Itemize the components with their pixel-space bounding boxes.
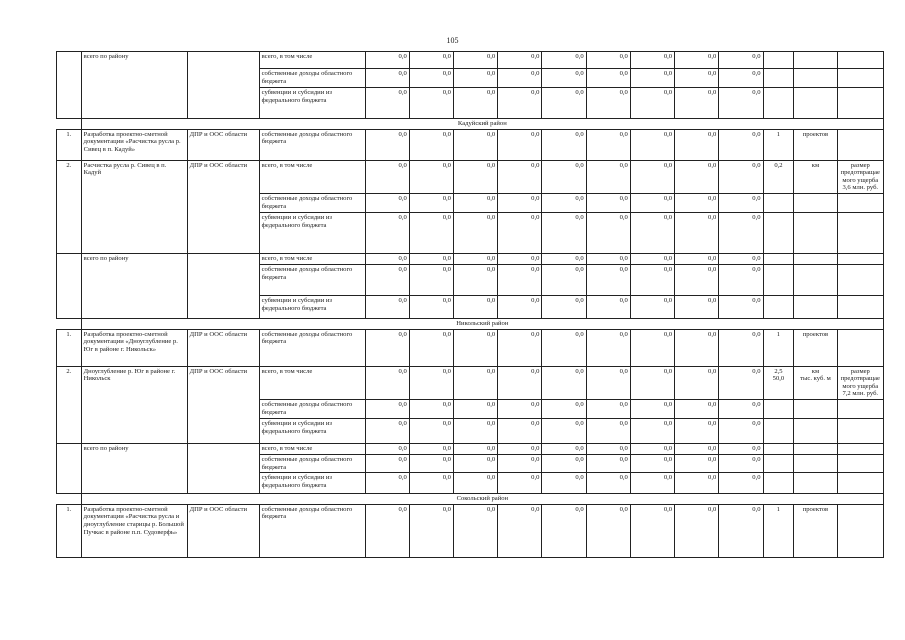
executor: ДПР и ООС области bbox=[187, 329, 259, 366]
value-cell: 0,0 bbox=[365, 129, 409, 160]
value-cell: 0,0 bbox=[453, 253, 497, 264]
indicator-count bbox=[763, 193, 794, 212]
indicator-count bbox=[763, 52, 794, 69]
funding-label: субвенции и субсидии из федерального бюджета bbox=[259, 473, 365, 494]
value-cell: 0,0 bbox=[453, 399, 497, 418]
value-cell: 0,0 bbox=[542, 88, 586, 119]
value-cell: 0,0 bbox=[365, 399, 409, 418]
value-cell: 0,0 bbox=[453, 193, 497, 212]
measure-name: Разработка проектно-сметной документации «Расчистка русла р. Сивец в п. Кадуй» bbox=[81, 129, 187, 160]
value-cell: 0,0 bbox=[675, 418, 719, 443]
value-cell: 0,0 bbox=[675, 253, 719, 264]
value-cell: 0,0 bbox=[409, 295, 453, 318]
table-row bbox=[57, 253, 884, 264]
value-cell: 0,0 bbox=[409, 160, 453, 193]
value-cell: 0,0 bbox=[498, 504, 542, 557]
indicator-count bbox=[763, 399, 794, 418]
indicator-unit bbox=[794, 88, 837, 119]
value-cell: 0,0 bbox=[586, 443, 630, 454]
value-cell: 0,0 bbox=[409, 129, 453, 160]
indicator-note bbox=[837, 212, 883, 253]
value-cell: 0,0 bbox=[586, 399, 630, 418]
indicator-unit: км bbox=[794, 160, 837, 193]
value-cell: 0,0 bbox=[675, 88, 719, 119]
value-cell: 0,0 bbox=[453, 212, 497, 253]
value-cell: 0,0 bbox=[542, 418, 586, 443]
funding-label: субвенции и субсидии из федерального бюджета bbox=[259, 212, 365, 253]
section-row bbox=[57, 494, 884, 505]
value-cell: 0,0 bbox=[365, 443, 409, 454]
indicator-note bbox=[837, 295, 883, 318]
value-cell: 0,0 bbox=[542, 473, 586, 494]
value-cell: 0,0 bbox=[365, 253, 409, 264]
row-number bbox=[57, 253, 82, 318]
measure-name: Разработка проектно-сметной документации «Дноуглубление р. Юг в районе г. Никольск» bbox=[81, 329, 187, 366]
value-cell: 0,0 bbox=[719, 160, 763, 193]
section-row bbox=[57, 318, 884, 329]
value-cell: 0,0 bbox=[542, 399, 586, 418]
value-cell: 0,0 bbox=[630, 443, 674, 454]
value-cell: 0,0 bbox=[542, 454, 586, 472]
value-cell: 0,0 bbox=[719, 212, 763, 253]
funding-label: всего, в том числе bbox=[259, 160, 365, 193]
value-cell: 0,0 bbox=[498, 366, 542, 399]
value-cell: 0,0 bbox=[453, 88, 497, 119]
table-row bbox=[57, 366, 884, 399]
value-cell: 0,0 bbox=[409, 88, 453, 119]
value-cell: 0,0 bbox=[675, 160, 719, 193]
table-row bbox=[57, 443, 884, 454]
value-cell: 0,0 bbox=[409, 212, 453, 253]
funding-label: собственные доходы областного бюджета bbox=[259, 329, 365, 366]
value-cell: 0,0 bbox=[498, 473, 542, 494]
row-number: 2. bbox=[57, 366, 82, 443]
value-cell: 0,0 bbox=[586, 295, 630, 318]
indicator-count bbox=[763, 253, 794, 264]
indicator-count bbox=[763, 212, 794, 253]
value-cell: 0,0 bbox=[453, 504, 497, 557]
indicator-unit bbox=[794, 212, 837, 253]
measure-name: Расчистка русла р. Сивец в п. Кадуй bbox=[81, 160, 187, 253]
indicator-count bbox=[763, 88, 794, 119]
value-cell: 0,0 bbox=[630, 454, 674, 472]
indicator-note: размер предотвращае мого ущерба 7,2 млн. руб. bbox=[837, 366, 883, 399]
table-row bbox=[57, 329, 884, 366]
value-cell: 0,0 bbox=[586, 88, 630, 119]
value-cell: 0,0 bbox=[453, 443, 497, 454]
value-cell: 0,0 bbox=[586, 52, 630, 69]
value-cell: 0,0 bbox=[586, 264, 630, 295]
value-cell: 0,0 bbox=[586, 160, 630, 193]
value-cell: 0,0 bbox=[498, 295, 542, 318]
value-cell: 0,0 bbox=[409, 454, 453, 472]
value-cell: 0,0 bbox=[409, 264, 453, 295]
value-cell: 0,0 bbox=[719, 399, 763, 418]
indicator-unit bbox=[794, 52, 837, 69]
value-cell: 0,0 bbox=[586, 212, 630, 253]
indicator-note bbox=[837, 399, 883, 418]
indicator-note bbox=[837, 329, 883, 366]
value-cell: 0,0 bbox=[365, 329, 409, 366]
funding-label: собственные доходы областного бюджета bbox=[259, 264, 365, 295]
value-cell: 0,0 bbox=[719, 454, 763, 472]
value-cell: 0,0 bbox=[630, 504, 674, 557]
value-cell: 0,0 bbox=[365, 88, 409, 119]
value-cell: 0,0 bbox=[409, 69, 453, 88]
indicator-note bbox=[837, 443, 883, 454]
indicator-count bbox=[763, 295, 794, 318]
value-cell: 0,0 bbox=[365, 264, 409, 295]
funding-label: всего, в том числе bbox=[259, 52, 365, 69]
indicator-unit: проектов bbox=[794, 329, 837, 366]
value-cell: 0,0 bbox=[365, 504, 409, 557]
value-cell: 0,0 bbox=[453, 473, 497, 494]
indicator-note bbox=[837, 193, 883, 212]
value-cell: 0,0 bbox=[719, 52, 763, 69]
value-cell: 0,0 bbox=[586, 366, 630, 399]
value-cell: 0,0 bbox=[719, 69, 763, 88]
value-cell: 0,0 bbox=[365, 295, 409, 318]
funding-label: всего, в том числе bbox=[259, 366, 365, 399]
indicator-note bbox=[837, 52, 883, 69]
indicator-count bbox=[763, 473, 794, 494]
table-row bbox=[57, 52, 884, 69]
value-cell: 0,0 bbox=[453, 129, 497, 160]
indicator-unit bbox=[794, 454, 837, 472]
value-cell: 0,0 bbox=[630, 88, 674, 119]
funding-label: субвенции и субсидии из федерального бюджета bbox=[259, 418, 365, 443]
value-cell: 0,0 bbox=[586, 69, 630, 88]
value-cell: 0,0 bbox=[630, 329, 674, 366]
indicator-note bbox=[837, 504, 883, 557]
value-cell: 0,0 bbox=[719, 193, 763, 212]
value-cell: 0,0 bbox=[719, 504, 763, 557]
page-number: 105 bbox=[446, 36, 459, 45]
executor bbox=[187, 253, 259, 318]
value-cell: 0,0 bbox=[365, 454, 409, 472]
indicator-unit bbox=[794, 473, 837, 494]
value-cell: 0,0 bbox=[542, 52, 586, 69]
funding-label: собственные доходы областного бюджета bbox=[259, 504, 365, 557]
funding-label: собственные доходы областного бюджета bbox=[259, 129, 365, 160]
measure-name: Разработка проектно-сметной документации «Расчистка русла и дноуглубление старицы р. Большой Пучкас в районе п.п. Судоверфь» bbox=[81, 504, 187, 557]
value-cell: 0,0 bbox=[498, 329, 542, 366]
value-cell: 0,0 bbox=[675, 443, 719, 454]
indicator-unit bbox=[794, 418, 837, 443]
indicator-count bbox=[763, 418, 794, 443]
value-cell: 0,0 bbox=[365, 69, 409, 88]
value-cell: 0,0 bbox=[542, 366, 586, 399]
value-cell: 0,0 bbox=[498, 399, 542, 418]
indicator-unit: проектов bbox=[794, 129, 837, 160]
funding-label: собственные доходы областного бюджета bbox=[259, 454, 365, 472]
value-cell: 0,0 bbox=[409, 253, 453, 264]
row-number: 1. bbox=[57, 329, 82, 366]
value-cell: 0,0 bbox=[498, 264, 542, 295]
value-cell: 0,0 bbox=[542, 160, 586, 193]
value-cell: 0,0 bbox=[586, 504, 630, 557]
value-cell: 0,0 bbox=[542, 443, 586, 454]
value-cell: 0,0 bbox=[675, 264, 719, 295]
value-cell: 0,0 bbox=[630, 52, 674, 69]
value-cell: 0,0 bbox=[675, 69, 719, 88]
value-cell: 0,0 bbox=[498, 443, 542, 454]
value-cell: 0,0 bbox=[365, 160, 409, 193]
section-title: Сокольский район bbox=[81, 494, 883, 505]
value-cell: 0,0 bbox=[719, 418, 763, 443]
indicator-count bbox=[763, 264, 794, 295]
table-row bbox=[57, 160, 884, 193]
indicator-note bbox=[837, 473, 883, 494]
indicator-count: 1 bbox=[763, 504, 794, 557]
indicator-count-volume: 50,0 bbox=[772, 375, 785, 383]
indicator-count bbox=[763, 69, 794, 88]
value-cell: 0,0 bbox=[453, 69, 497, 88]
value-cell: 0,0 bbox=[498, 418, 542, 443]
value-cell: 0,0 bbox=[542, 295, 586, 318]
value-cell: 0,0 bbox=[453, 454, 497, 472]
value-cell: 0,0 bbox=[675, 366, 719, 399]
executor: ДПР и ООС области bbox=[187, 160, 259, 253]
indicator-count: 0,2 bbox=[763, 160, 794, 193]
funding-label: собственные доходы областного бюджета bbox=[259, 69, 365, 88]
value-cell: 0,0 bbox=[498, 212, 542, 253]
value-cell: 0,0 bbox=[630, 473, 674, 494]
indicator-note: размер предотвращае мого ущерба 3,6 млн. руб. bbox=[837, 160, 883, 193]
value-cell: 0,0 bbox=[630, 264, 674, 295]
value-cell: 0,0 bbox=[719, 473, 763, 494]
indicator-note bbox=[837, 88, 883, 119]
executor bbox=[187, 52, 259, 119]
value-cell: 0,0 bbox=[630, 212, 674, 253]
value-cell: 0,0 bbox=[498, 129, 542, 160]
value-cell: 0,0 bbox=[675, 473, 719, 494]
value-cell: 0,0 bbox=[498, 160, 542, 193]
value-cell: 0,0 bbox=[365, 52, 409, 69]
value-cell: 0,0 bbox=[542, 264, 586, 295]
indicator-unit bbox=[794, 399, 837, 418]
indicator-count bbox=[763, 454, 794, 472]
row-number bbox=[57, 443, 82, 493]
row-number: 1. bbox=[57, 129, 82, 160]
value-cell: 0,0 bbox=[542, 212, 586, 253]
value-cell: 0,0 bbox=[409, 418, 453, 443]
measure-name: всего по району bbox=[81, 52, 187, 119]
indicator-unit bbox=[794, 69, 837, 88]
funding-label: собственные доходы областного бюджета bbox=[259, 399, 365, 418]
indicator-unit bbox=[794, 366, 837, 399]
funding-label: субвенции и субсидии из федерального бюджета bbox=[259, 88, 365, 119]
value-cell: 0,0 bbox=[719, 329, 763, 366]
value-cell: 0,0 bbox=[675, 193, 719, 212]
funding-label: собственные доходы областного бюджета bbox=[259, 193, 365, 212]
executor: ДПР и ООС области bbox=[187, 129, 259, 160]
indicator-unit bbox=[794, 253, 837, 264]
indicator-count: 1 bbox=[763, 129, 794, 160]
value-cell: 0,0 bbox=[409, 504, 453, 557]
value-cell: 0,0 bbox=[498, 253, 542, 264]
value-cell: 0,0 bbox=[365, 473, 409, 494]
executor: ДПР и ООС области bbox=[187, 504, 259, 557]
indicator-unit bbox=[794, 443, 837, 454]
indicator-count-km: 2,5 bbox=[774, 367, 783, 375]
value-cell: 0,0 bbox=[719, 295, 763, 318]
value-cell: 0,0 bbox=[365, 418, 409, 443]
indicator-unit-volume: тыс. куб. м bbox=[800, 375, 831, 383]
value-cell: 0,0 bbox=[630, 160, 674, 193]
value-cell: 0,0 bbox=[453, 52, 497, 69]
value-cell: 0,0 bbox=[365, 366, 409, 399]
section-title: Кадуйский район bbox=[81, 119, 883, 130]
value-cell: 0,0 bbox=[586, 129, 630, 160]
value-cell: 0,0 bbox=[453, 418, 497, 443]
measure-name: всего по району bbox=[81, 443, 187, 493]
indicator-count: 1 bbox=[763, 329, 794, 366]
value-cell: 0,0 bbox=[719, 253, 763, 264]
value-cell: 0,0 bbox=[719, 129, 763, 160]
value-cell: 0,0 bbox=[453, 264, 497, 295]
table-row bbox=[57, 504, 884, 557]
indicator-note bbox=[837, 264, 883, 295]
value-cell: 0,0 bbox=[586, 454, 630, 472]
value-cell: 0,0 bbox=[630, 399, 674, 418]
indicator-note bbox=[837, 253, 883, 264]
value-cell: 0,0 bbox=[498, 193, 542, 212]
value-cell: 0,0 bbox=[586, 418, 630, 443]
indicator-note bbox=[837, 129, 883, 160]
value-cell: 0,0 bbox=[498, 454, 542, 472]
value-cell: 0,0 bbox=[365, 193, 409, 212]
value-cell: 0,0 bbox=[675, 52, 719, 69]
value-cell: 0,0 bbox=[409, 473, 453, 494]
value-cell: 0,0 bbox=[453, 295, 497, 318]
value-cell: 0,0 bbox=[586, 193, 630, 212]
value-cell: 0,0 bbox=[630, 193, 674, 212]
value-cell: 0,0 bbox=[586, 253, 630, 264]
value-cell: 0,0 bbox=[453, 329, 497, 366]
value-cell: 0,0 bbox=[542, 129, 586, 160]
value-cell: 0,0 bbox=[630, 295, 674, 318]
table-row bbox=[57, 129, 884, 160]
value-cell: 0,0 bbox=[675, 399, 719, 418]
value-cell: 0,0 bbox=[675, 454, 719, 472]
funding-label: всего, в том числе bbox=[259, 253, 365, 264]
row-number: 1. bbox=[57, 504, 82, 557]
value-cell: 0,0 bbox=[542, 69, 586, 88]
executor bbox=[187, 443, 259, 493]
value-cell: 0,0 bbox=[409, 399, 453, 418]
value-cell: 0,0 bbox=[630, 129, 674, 160]
value-cell: 0,0 bbox=[409, 52, 453, 69]
indicator-count bbox=[763, 443, 794, 454]
value-cell: 0,0 bbox=[630, 366, 674, 399]
value-cell: 0,0 bbox=[365, 212, 409, 253]
value-cell: 0,0 bbox=[542, 329, 586, 366]
indicator-unit-km: км bbox=[811, 367, 820, 375]
value-cell: 0,0 bbox=[630, 418, 674, 443]
funding-label: субвенции и субсидии из федерального бюджета bbox=[259, 295, 365, 318]
section-row bbox=[57, 119, 884, 130]
value-cell: 0,0 bbox=[409, 443, 453, 454]
value-cell: 0,0 bbox=[453, 160, 497, 193]
value-cell: 0,0 bbox=[542, 253, 586, 264]
indicator-unit bbox=[794, 193, 837, 212]
value-cell: 0,0 bbox=[542, 504, 586, 557]
indicator-unit bbox=[794, 264, 837, 295]
value-cell: 0,0 bbox=[675, 504, 719, 557]
indicator-note bbox=[837, 454, 883, 472]
value-cell: 0,0 bbox=[409, 193, 453, 212]
indicator-unit bbox=[794, 295, 837, 318]
value-cell: 0,0 bbox=[675, 329, 719, 366]
value-cell: 0,0 bbox=[453, 366, 497, 399]
value-cell: 0,0 bbox=[675, 212, 719, 253]
executor: ДПР и ООС области bbox=[187, 366, 259, 443]
row-number: 2. bbox=[57, 160, 82, 253]
indicator-note bbox=[837, 69, 883, 88]
value-cell: 0,0 bbox=[719, 443, 763, 454]
value-cell: 0,0 bbox=[675, 129, 719, 160]
section-title: Никольский район bbox=[81, 318, 883, 329]
value-cell: 0,0 bbox=[630, 69, 674, 88]
value-cell: 0,0 bbox=[542, 193, 586, 212]
value-cell: 0,0 bbox=[498, 88, 542, 119]
budget-table bbox=[56, 51, 884, 558]
indicator-unit: проектов bbox=[794, 504, 837, 557]
value-cell: 0,0 bbox=[586, 329, 630, 366]
value-cell: 0,0 bbox=[409, 329, 453, 366]
indicator-count bbox=[763, 366, 794, 399]
value-cell: 0,0 bbox=[498, 69, 542, 88]
measure-name: Дноуглубление р. Юг в районе г. Никольск bbox=[81, 366, 187, 443]
value-cell: 0,0 bbox=[675, 295, 719, 318]
value-cell: 0,0 bbox=[630, 253, 674, 264]
indicator-note bbox=[837, 418, 883, 443]
value-cell: 0,0 bbox=[498, 52, 542, 69]
value-cell: 0,0 bbox=[409, 366, 453, 399]
value-cell: 0,0 bbox=[719, 366, 763, 399]
measure-name: всего по району bbox=[81, 253, 187, 318]
funding-label: всего, в том числе bbox=[259, 443, 365, 454]
row-number bbox=[57, 52, 82, 119]
value-cell: 0,0 bbox=[586, 473, 630, 494]
value-cell: 0,0 bbox=[719, 264, 763, 295]
value-cell: 0,0 bbox=[719, 88, 763, 119]
